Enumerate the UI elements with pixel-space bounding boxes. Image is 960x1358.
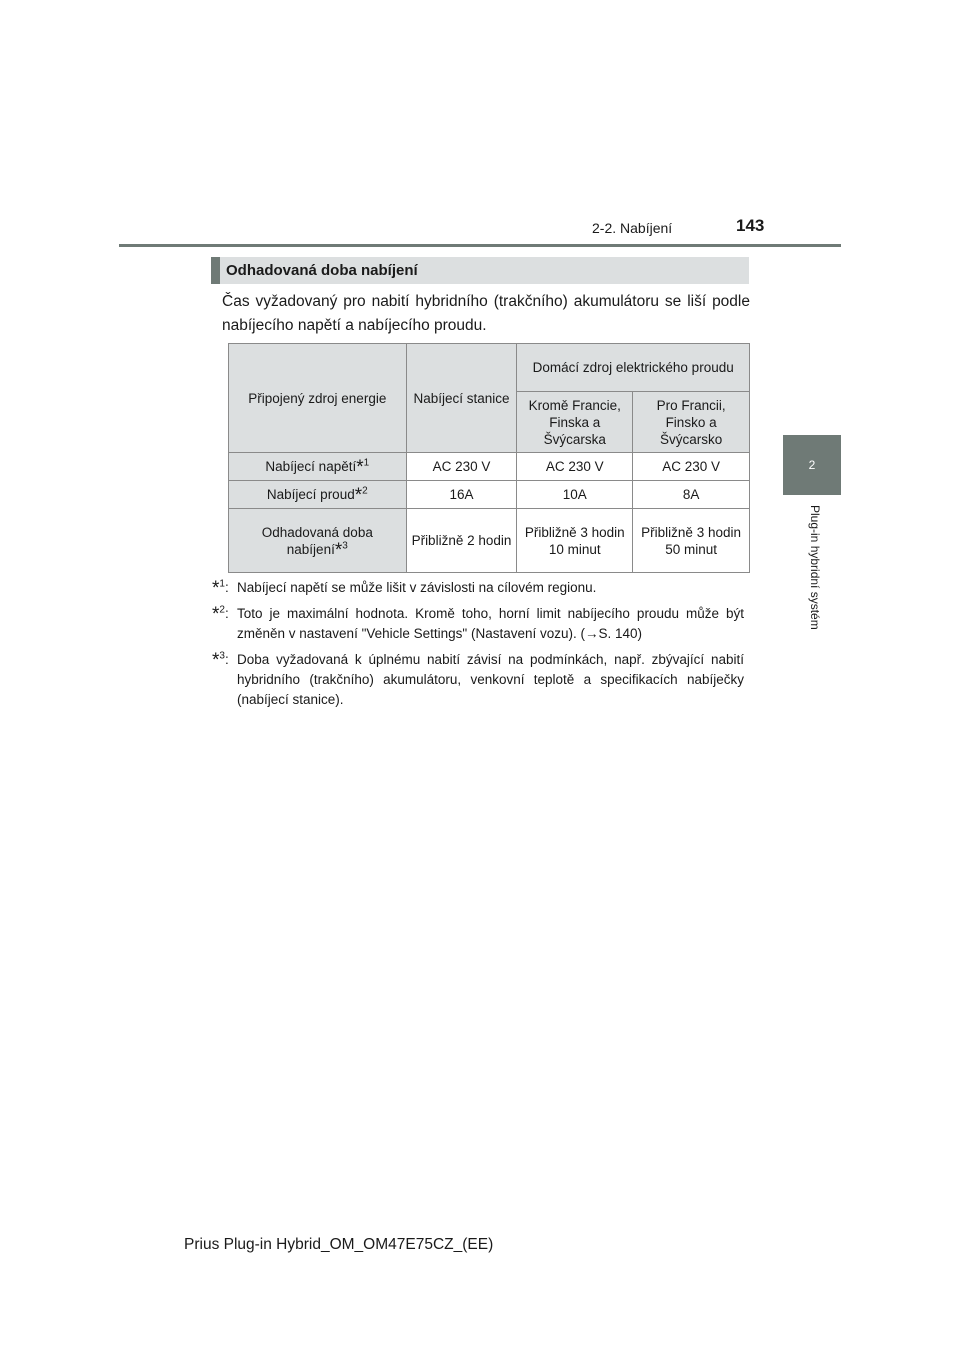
footnote-ref: 1 — [363, 457, 370, 469]
header-rule — [119, 244, 841, 247]
footnote-number: 2 — [219, 604, 225, 616]
section-header: 2-2. Nabíjení — [592, 220, 673, 236]
col-charging-station: Nabíjecí stanice — [406, 344, 517, 453]
table-row — [229, 481, 750, 509]
chapter-title: Plug-in hybridní systém — [808, 505, 822, 630]
cell-france: Přibližně 3 hodin 50 minut — [633, 509, 750, 573]
charging-time-table — [228, 343, 750, 573]
footnote-number: 3 — [219, 650, 225, 662]
footnote — [212, 650, 744, 710]
cell-station: Přibližně 2 hodin — [406, 509, 517, 573]
chapter-number: 2 — [808, 458, 816, 472]
footnote-text: Nabíjecí napětí se může lišit v závislosti na cílovém regionu. — [237, 580, 597, 595]
asterisk-mark: * — [334, 539, 343, 561]
col-household-power: Domácí zdroj elektrického proudu — [517, 344, 750, 392]
document-footer: Prius Plug-in Hybrid_OM_OM47E75CZ_(EE) — [184, 1236, 494, 1253]
chapter-tab — [783, 435, 841, 495]
cell-except-france: AC 230 V — [517, 453, 633, 481]
cell-station: AC 230 V — [406, 453, 517, 481]
footnote-marker: *$^3$: — [212, 650, 229, 671]
asterisk-mark: * — [354, 485, 363, 506]
footnotes — [212, 578, 744, 716]
footnote-marker: *$^2$: — [212, 604, 229, 625]
col-france: Pro Francii, Finsko a Švýcarsko — [633, 392, 750, 453]
page-number: 143 — [736, 216, 765, 235]
section-title: Odhadovaná doba nabíjení — [226, 262, 418, 279]
col-except-france: Kromě Francie, Finska a Švýcarska — [517, 392, 633, 453]
row-header — [229, 481, 407, 509]
cell-except-france: Přibližně 3 hodin 10 minut — [517, 509, 633, 573]
footnote-ref: 3 — [342, 540, 348, 551]
footnote-number: 1 — [219, 578, 225, 590]
section-title-bar — [211, 257, 749, 284]
footnote-marker: *$^1$: — [212, 578, 229, 599]
footnote-ref: 2 — [362, 485, 368, 497]
footnote — [212, 578, 744, 598]
cell-france: AC 230 V — [633, 453, 750, 481]
footnote-text: Toto je maximální hodnota. Kromě toho, horní limit nabíjecího proudu může být změněn v nastavení "Vehicle Settings" (Nastavení vozu). (→S. 140) — [237, 606, 744, 641]
cell-station: 16A — [406, 481, 517, 509]
footnote — [212, 604, 744, 644]
row-label: Nabíjecí napětí — [265, 459, 357, 474]
row-header — [229, 453, 407, 481]
table-row — [229, 509, 750, 573]
cell-france: 8A — [633, 481, 750, 509]
row-label: Odhadovaná doba nabíjení — [261, 524, 373, 557]
row-header — [229, 509, 407, 573]
cell-except-france: 10A — [517, 481, 633, 509]
asterisk-mark: * — [356, 457, 364, 478]
intro-paragraph: Čas vyžadovaný pro nabití hybridního (trakčního) akumulátoru se liší podle nabíjecího napětí a nabíjecího proudu. — [222, 293, 750, 334]
footnote-text: Doba vyžadovaná k úplnému nabití závisí na podmínkách, např. zbývající nabití hybridního (trakčního) akumulátoru, venkovní teplotě a specifikacích nabíječky (nabíjecí stanice). — [237, 652, 744, 707]
table-row — [229, 453, 750, 481]
row-label: Nabíjecí proud — [266, 487, 355, 502]
col-power-source: Připojený zdroj energie — [229, 344, 407, 453]
table-header-row — [229, 344, 750, 392]
